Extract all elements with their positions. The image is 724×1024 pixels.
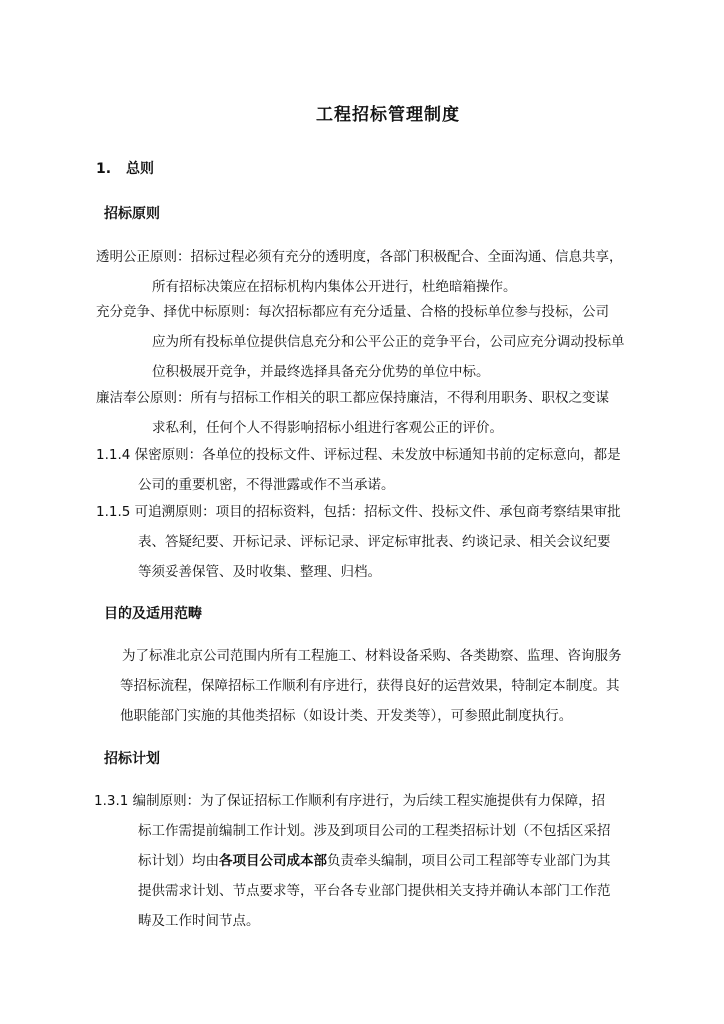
highlighted-department: 各项目公司成本部 bbox=[219, 853, 327, 869]
paragraph-line: 充分竞争、择优中标原则：每次招标都应有充分适量、合格的投标单位参与投标，公司 bbox=[96, 304, 609, 320]
section-title: 总则 bbox=[126, 161, 154, 177]
paragraph-line: 公司的重要机密，不得泄露或作不当承诺。 bbox=[138, 477, 395, 493]
subsection-heading-principles: 招标原则 bbox=[104, 206, 160, 222]
paragraph-line: 位积极展开竞争，并最终选择具备充分优势的单位中标。 bbox=[152, 364, 490, 380]
paragraph-line: 他职能部门实施的其他类招标（如设计类、开发类等），可参照此制度执行。 bbox=[120, 708, 573, 724]
section-heading-general bbox=[96, 158, 154, 178]
paragraph-line: 求私利，任何个人不得影响招标小组进行客观公正的评价。 bbox=[152, 420, 503, 436]
principle-transparency bbox=[96, 242, 623, 302]
paragraph-line: 1.1.5 可追溯原则：项目的招标资料，包括：招标文件、投标文件、承包商考察结果审批 bbox=[96, 504, 621, 520]
paragraph-line: 为了标准北京公司范围内所有工程施工、材料设备采购、各类勘察、监理、咨询服务 bbox=[122, 648, 622, 664]
paragraph-line: 1.3.1 编制原则：为了保证招标工作顺利有序进行，为后续工程实施提供有力保障，招 bbox=[94, 793, 606, 809]
principle-confidentiality bbox=[96, 440, 621, 500]
paragraph-line: 应为所有投标单位提供信息充分和公平公正的竞争平台，公司应充分调动投标单 bbox=[152, 334, 625, 350]
subsection-heading-plan: 招标计划 bbox=[104, 751, 160, 767]
paragraph-line: 1.1.4 保密原则：各单位的投标文件、评标过程、未发放中标通知书前的定标意向，都是 bbox=[96, 447, 621, 463]
paragraph-line: 等须妥善保管、及时收集、整理、归档。 bbox=[138, 564, 381, 580]
plan-paragraph bbox=[94, 786, 664, 936]
subsection-heading-purpose: 目的及适用范畴 bbox=[104, 606, 202, 622]
paragraph-line: 提供需求计划、节点要求等，平台各专业部门提供相关支持并确认本部门工作范 bbox=[138, 883, 611, 899]
paragraph-line: 等招标流程，保障招标工作顺利有序进行，获得良好的运营效果，特制定本制度。其 bbox=[120, 678, 620, 694]
paragraph-line: 畴及工作时间节点。 bbox=[138, 913, 260, 929]
principle-competition bbox=[96, 297, 625, 387]
paragraph-line: 标工作需提前编制工作计划。涉及到项目公司的工程类招标计划（不包括区采招 bbox=[138, 823, 611, 839]
inline-text: 标计划）均由 bbox=[138, 853, 219, 869]
inline-text: 负责牵头编制，项目公司工程部等专业部门为其 bbox=[327, 853, 611, 869]
document-title: 工程招标管理制度 bbox=[316, 105, 460, 125]
principle-traceability bbox=[96, 497, 621, 587]
paragraph-line: 廉洁奉公原则：所有与招标工作相关的职工都应保持廉洁，不得利用职务、职权之变谋 bbox=[96, 390, 609, 406]
paragraph-line: 表、答疑纪要、开标记录、评标记录、评定标审批表、约谈记录、相关会议纪要 bbox=[138, 534, 611, 550]
paragraph-line bbox=[94, 846, 664, 876]
section-number: 1. bbox=[96, 161, 112, 177]
principle-integrity bbox=[96, 383, 609, 443]
purpose-paragraph bbox=[122, 641, 662, 731]
paragraph-line: 所有招标决策应在招标机构内集体公开进行，杜绝暗箱操作。 bbox=[152, 279, 517, 295]
paragraph-line: 透明公正原则：招标过程必须有充分的透明度，各部门积极配合、全面沟通、信息共享， bbox=[96, 249, 623, 265]
